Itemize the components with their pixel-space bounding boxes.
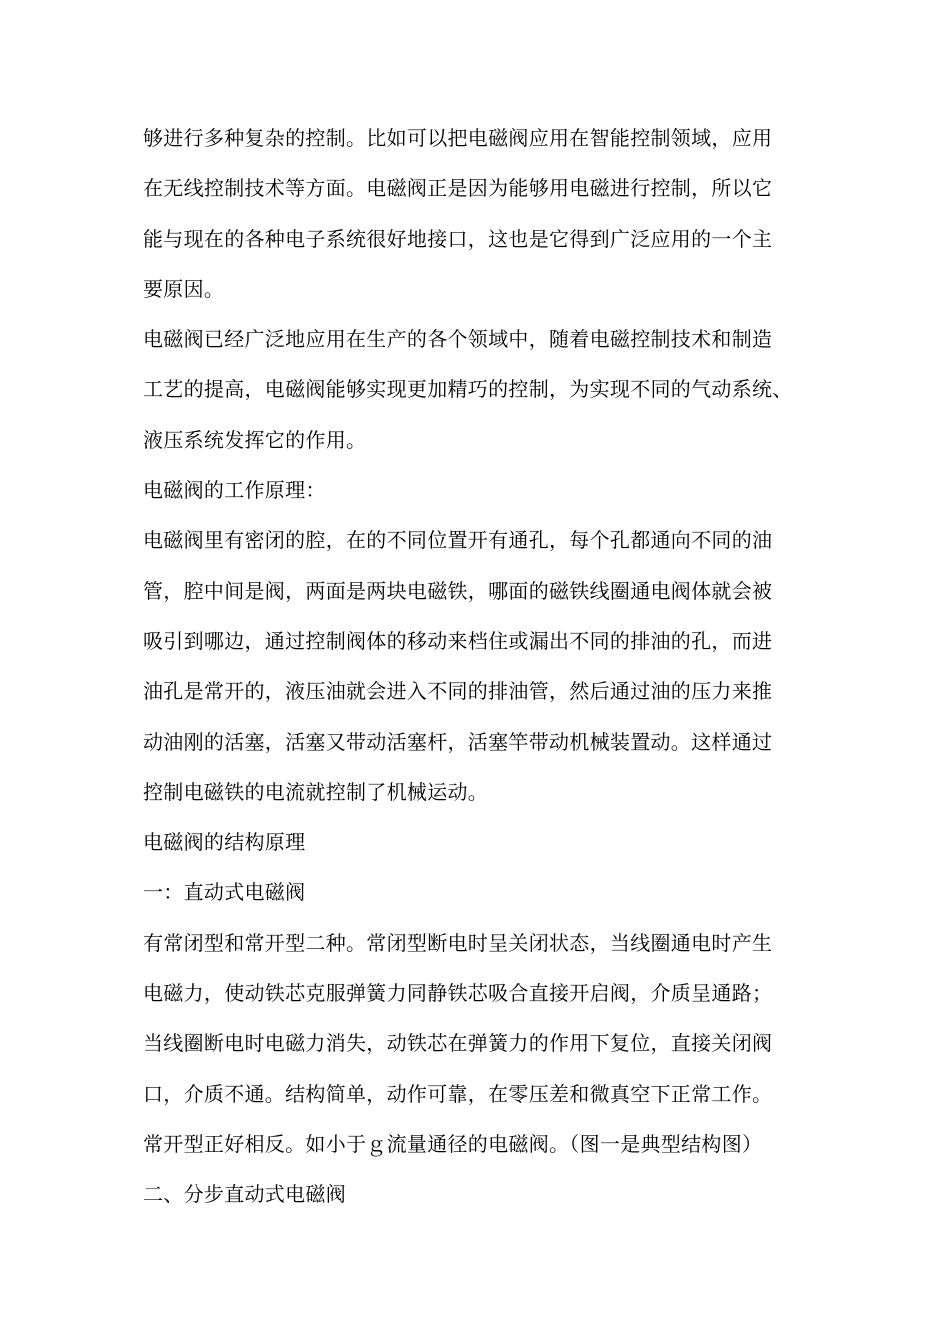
text-line: 管，腔中间是阀，两面是两块电磁铁，哪面的磁铁线圈通电阀体就会被 bbox=[143, 578, 773, 603]
text-line: 口，介质不通。结构简单，动作可靠，在零压差和微真空下正常工作。 bbox=[143, 1081, 773, 1106]
text-line: 动油刚的活塞，活塞又带动活塞杆，活塞竿带动机械装置动。这样通过 bbox=[143, 729, 773, 754]
text-line: 有常闭型和常开型二种。常闭型断电时呈关闭状态，当线圈通电时产生 bbox=[143, 930, 773, 955]
text-line: 当线圈断电时电磁力消失，动铁芯在弹簧力的作用下复位，直接关闭阀 bbox=[143, 1031, 773, 1056]
text-line: 工艺的提高，电磁阀能够实现更加精巧的控制，为实现不同的气动系统、 bbox=[143, 377, 793, 402]
subsection-heading: 一：直动式电磁阀 bbox=[143, 880, 306, 905]
document-body bbox=[143, 113, 823, 1220]
text-line: 在无线控制技术等方面。电磁阀正是因为能够用电磁进行控制，所以它 bbox=[143, 176, 773, 201]
text-line: 常开型正好相反。如小于ｇ流量通径的电磁阀。（图一是典型结构图） bbox=[143, 1131, 763, 1156]
text-line: 要原因。 bbox=[143, 276, 225, 301]
text-line: 油孔是常开的，液压油就会进入不同的排油管，然后通过油的压力来推 bbox=[143, 679, 773, 704]
text-line: 控制电磁铁的电流就控制了机械运动。 bbox=[143, 779, 489, 804]
text-line: 够进行多种复杂的控制。比如可以把电磁阀应用在智能控制领域，应用 bbox=[143, 126, 773, 150]
text-line: 电磁力，使动铁芯克服弹簧力同静铁芯吸合直接开启阀，介质呈通路； bbox=[143, 981, 773, 1006]
subsection-heading: 二、分步直动式电磁阀 bbox=[143, 1182, 346, 1207]
text-line: 电磁阀已经广泛地应用在生产的各个领域中，随着电磁控制技术和制造 bbox=[143, 327, 773, 352]
text-line: 液压系统发挥它的作用。 bbox=[143, 427, 367, 452]
text-line: 吸引到哪边，通过控制阀体的移动来档住或漏出不同的排油的孔，而进 bbox=[143, 628, 773, 653]
section-heading: 电磁阀的结构原理 bbox=[143, 830, 306, 855]
section-heading: 电磁阀的工作原理： bbox=[143, 478, 326, 503]
text-line: 电磁阀里有密闭的腔，在的不同位置开有通孔，每个孔都通向不同的油 bbox=[143, 528, 773, 553]
text-line: 能与现在的各种电子系统很好地接口，这也是它得到广泛应用的一个主 bbox=[143, 226, 773, 251]
